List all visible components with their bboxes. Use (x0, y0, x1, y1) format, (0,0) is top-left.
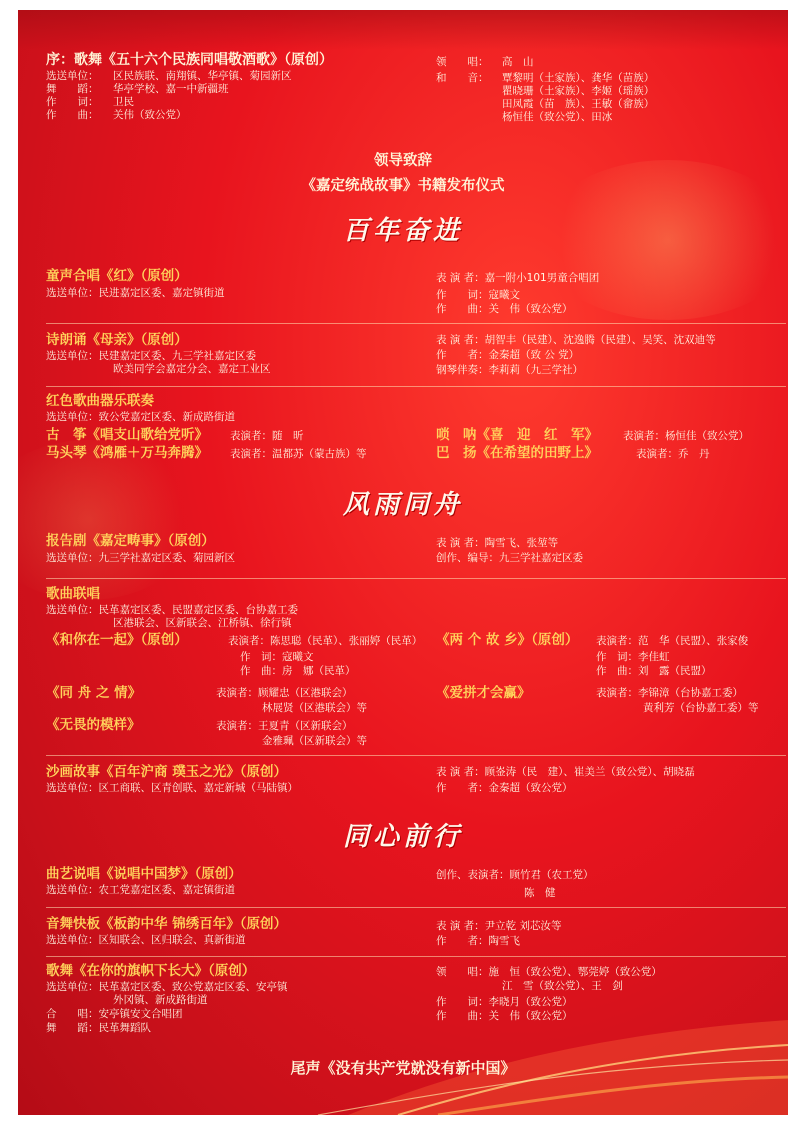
decorative-wave (18, 965, 788, 1115)
prelude-lyric-label: 作 词： (46, 96, 99, 108)
sub-program-lyricist: 作 词：李佳虹 (596, 651, 670, 663)
prelude-lead: 高 山 (502, 56, 534, 68)
sub-program-title: 《无畏的模样》 (46, 717, 141, 733)
program-title: 歌舞《在你的旗帜下长大》（原创） (46, 963, 256, 979)
section-heading: 风雨同舟 (342, 490, 463, 520)
program-title: 歌曲联唱 (46, 586, 100, 602)
program-performer: 表 演 者：顾崟涛（民 建）、崔美兰（致公党）、胡晓磊 (436, 766, 695, 778)
sub-program-title: 《两 个 故 乡》（原创） (436, 632, 579, 648)
sub-program-performer: 表演者：顾耀忠（区港联会） (216, 687, 353, 699)
program-author: 作 者：金秦超（致 公 党） (436, 349, 580, 361)
divider (46, 323, 786, 324)
sub-program-title: 马头琴《鸿雁＋万马奔腾》 (46, 445, 208, 461)
program-lead-singer: 领 唱：施 恒（致公党）、鄂莞婷（致公党） (436, 966, 662, 978)
book-release-title: 《嘉定统战故事》书籍发布仪式 (301, 178, 505, 194)
sub-program-title: 《和你在一起》（原创） (46, 632, 188, 648)
prelude-lyric: 卫民 (113, 96, 134, 108)
program-unit: 欧美同学会嘉定分会、嘉定工业区 (113, 363, 271, 375)
program-unit: 选送单位：民革嘉定区委、致公党嘉定区委、安亭镇 (46, 981, 288, 993)
sub-program-performer: 表演者：乔 丹 (636, 448, 710, 460)
sub-program-performer: 金雅珮（区新联会）等 (262, 735, 367, 747)
program-unit: 选送单位：区工商联、区青创联、嘉定新城（马陆镇） (46, 782, 298, 794)
sub-program-performer: 黄利芳（台协嘉工委）等 (643, 702, 759, 714)
program-title: 童声合唱《红》（原创） (46, 268, 188, 284)
sub-program-title: 古 筝《唱支山歌给党听》 (46, 427, 208, 443)
prelude-harmony-line: 杨恒佳（致公党）、田冰 (502, 111, 613, 123)
prelude-harmony-line: 瞿晓珊（土家族）、李姬（瑶族） (502, 85, 655, 97)
program-lyricist: 作 词：李晓月（致公党） (436, 996, 573, 1008)
divider (46, 755, 786, 756)
sub-program-lyricist: 作 词：寇曦文 (240, 651, 314, 663)
sub-program-performer: 表演者：温都苏（蒙古族）等 (230, 448, 367, 460)
program-title: 沙画故事《百年沪商 璞玉之光》（原创） (46, 764, 287, 780)
program-composer: 作 曲：关 伟（致公党） (436, 303, 573, 315)
program-unit: 区港联会、区新联会、江桥镇、徐行镇 (113, 617, 292, 629)
program-title: 报告剧《嘉定畴事》（原创） (46, 533, 215, 549)
program-unit: 选送单位：民革嘉定区委、民盟嘉定区委、台协嘉工委 (46, 604, 298, 616)
sub-program-composer: 作 曲：房 娜（民革） (240, 665, 356, 677)
program-title: 诗朗诵《母亲》（原创） (46, 332, 188, 348)
program-title: 红色歌曲器乐联奏 (46, 393, 154, 409)
program-performer: 表 演 者：陶雪飞、张堃等 (436, 537, 559, 549)
sub-program-performer: 表演者：王夏青（区新联会） (216, 720, 353, 732)
program-unit: 外冈镇、新成路街道 (113, 994, 208, 1006)
sub-program-performer: 表演者：李锦漳（台协嘉工委） (596, 687, 743, 699)
program-dance: 舞 蹈：民革舞蹈队 (46, 1022, 151, 1034)
program-chorus: 合 唱：安亭镇安文合唱团 (46, 1008, 183, 1020)
divider (46, 956, 786, 957)
finale-title: 尾声《没有共产党就没有新中国》 (290, 1059, 516, 1077)
section-heading: 同心前行 (342, 822, 463, 852)
program-author: 创作、编导：九三学社嘉定区委 (436, 552, 583, 564)
program-unit: 选送单位：区知联会、区归联会、真新街道 (46, 934, 246, 946)
prelude-harmony-label: 和 音： (436, 72, 489, 84)
divider (46, 578, 786, 579)
program-composer: 作 曲：关 伟（致公党） (436, 1010, 573, 1022)
divider (46, 386, 786, 387)
program-unit: 选送单位：民进嘉定区委、嘉定镇街道 (46, 287, 225, 299)
program-performer: 创作、表演者：顾竹君（农工党） (436, 869, 594, 881)
sub-program-performer: 表演者：随 昕 (230, 430, 304, 442)
prelude-unit: 区民族联、南翔镇、华亭镇、菊园新区 (113, 70, 292, 82)
prelude-dance: 华亭学校、嘉一中新疆班 (113, 83, 229, 95)
program-performer: 表 演 者：嘉一附小101男童合唱团 (436, 272, 600, 284)
program-lyricist: 作 词：寇曦文 (436, 289, 520, 301)
prelude-harmony-line: 覃黎明（土家族）、龚华（苗族） (502, 72, 655, 84)
sub-program-performer: 表演者：陈思聪（民革）、张丽婷（民革） (228, 635, 423, 647)
program-unit: 选送单位：九三学社嘉定区委、菊园新区 (46, 552, 235, 564)
section-heading: 百年奋进 (342, 216, 463, 246)
divider (46, 907, 786, 908)
program-title: 音舞快板《板韵中华 锦绣百年》（原创） (46, 916, 287, 932)
sub-program-title: 《同 舟 之 情》 (46, 685, 142, 701)
program-pianist: 钢琴伴奏：李莉莉（九三学社） (436, 364, 583, 376)
program-sheet (18, 10, 788, 1115)
program-author: 作 者：金秦超（致公党） (436, 782, 573, 794)
prelude-lead-label: 领 唱： (436, 56, 489, 68)
sub-program-title: 唢 呐《喜 迎 红 军》 (436, 427, 598, 443)
prelude-unit-label: 选送单位： (46, 70, 99, 82)
program-title: 曲艺说唱《说唱中国梦》（原创） (46, 866, 242, 882)
prelude-title: 序：歌舞《五十六个民族同唱敬酒歌》（原创） (46, 52, 333, 68)
sub-program-title: 《爱拼才会赢》 (436, 685, 531, 701)
sub-program-performer: 表演者：范 华（民盟）、张家俊 (596, 635, 749, 647)
program-unit: 选送单位：农工党嘉定区委、嘉定镇街道 (46, 884, 235, 896)
sub-program-composer: 作 曲：刘 露（民盟） (596, 665, 712, 677)
program-performer: 表 演 者：胡智丰（民建）、沈逸腾（民建）、吴笑、沈双迪等 (436, 334, 716, 346)
program-lead-singer: 江 雪（致公党）、王 剑 (502, 980, 623, 992)
sub-program-performer: 林展贤（区港联会）等 (262, 702, 367, 714)
prelude-music: 关伟（致公党） (113, 109, 187, 121)
program-author: 作 者：陶雪飞 (436, 935, 520, 947)
sub-program-performer: 表演者：杨恒佳（致公党） (623, 430, 749, 442)
prelude-harmony-line: 田凤霞（苗 族）、王敏（畲族） (502, 98, 655, 110)
prelude-dance-label: 舞 蹈： (46, 83, 99, 95)
speech-title: 领导致辞 (374, 153, 432, 169)
program-performer: 表 演 者：尹立乾 刘芯汝等 (436, 920, 562, 932)
program-unit: 选送单位：民建嘉定区委、九三学社嘉定区委 (46, 350, 256, 362)
program-unit: 选送单位：致公党嘉定区委、新成路街道 (46, 411, 235, 423)
sub-program-title: 巴 扬《在希望的田野上》 (436, 445, 598, 461)
prelude-music-label: 作 曲： (46, 109, 99, 121)
program-performer: 陈 健 (524, 887, 556, 899)
